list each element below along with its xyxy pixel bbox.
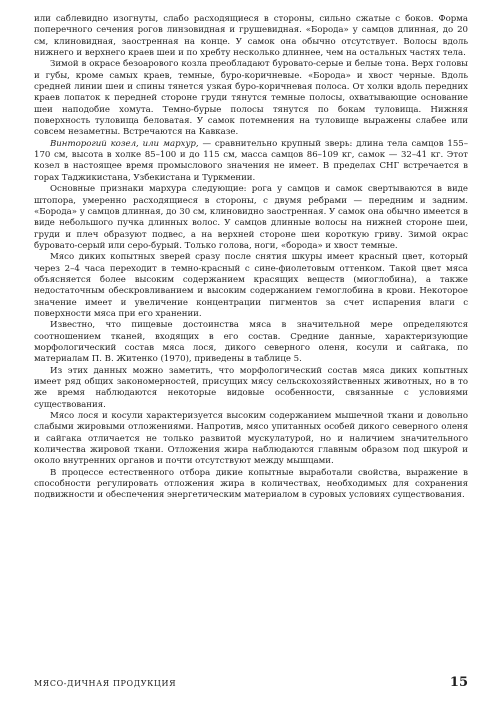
paragraph-2: Зимой в окрасе безоарового козла преобладают буровато-серые и белые тона. Верх головы и губы, кроме самых краев, темные, буро-коричневые. «Борода» и хвост черные. Вдоль средней линии шеи и спины тянется узкая буро-коричневая полоса. От холки вдоль передних краев лопаток к передней стороне груди тянутся темные полосы, охватывающие основание шеи наподобие хомута. Темно-бурые полосы тянутся по бокам туловища. Нижняя поверхность туловища беловатая. У самок потемнения на туловище выражены слабее или совсем незаметны. Встречаются на Кавказе. bbox=[34, 59, 468, 138]
body-text bbox=[34, 14, 468, 502]
page-number: 15 bbox=[449, 675, 468, 690]
paragraph-3-lead: Винторогий козел, или мархур, bbox=[50, 138, 199, 149]
running-title: МЯСО-ДИЧНАЯ ПРОДУКЦИЯ bbox=[34, 679, 177, 688]
paragraph-5: Мясо диких копытных зверей сразу после снятия шкуры имеет красный цвет, который через 2–4 часа переходит в темно-красный с сине-фиолетовым оттенком. Такой цвет мяса объясняется более высоким содержанием красящих веществ (миоглобина), а также недостаточным обескровливанием и высоким содержанием гемоглобина в крови. Некоторое значение имеет и увеличение концентрации пигментов за счет испарения влаги с поверхности мяса при его хранении. bbox=[34, 252, 468, 319]
page-footer bbox=[34, 675, 468, 690]
paragraph-4: Основные признаки мархура следующие: рога у самцов и самок свертываются в виде штопора, умеренно расходящиеся в стороны, с двумя ребрами — передним и задним. «Борода» у самцов длинная, до 30 см, клиновидно заостренная. У самок она обычно имеется в виде небольшого пучка длинных волос. У самцов длинные волосы на нижней стороне шеи, груди и плеч образуют подвес, а на верхней стороне шеи короткую гриву. Зимой окрас буровато-серый или серо-бурый. Только голова, ноги, «борода» и хвост темные. bbox=[34, 184, 468, 251]
paragraph-6: Известно, что пищевые достоинства мяса в значительной мере определяются соотношением тканей, входящих в его состав. Средние данные, характеризующие морфологический состав мяса лося, дикого северного оленя, косули и сайгака, по материалам П. В. Житенко (1970), приведены в таблице 5. bbox=[34, 320, 468, 365]
paragraph-8: Мясо лося и косули характеризуется высоким содержанием мышечной ткани и довольно слабыми жировыми отложениями. Напротив, мясо упитанных особей дикого северного оленя и сайгака отличается не только развитой мускулатурой, но и наличием значительного количества жировой ткани. Отложения жира наблюдаются главным образом под шкурой и около внутренних органов и почти отсутствуют между мышцами. bbox=[34, 411, 468, 467]
paragraph-1: или саблевидно изогнуты, слабо расходящиеся в стороны, сильно сжатые с боков. Форма поперечного сечения рогов линзовидная и грушевидная. «Борода» у самцов длинная, до 20 см, клиновидная, заостренная на конце. У самок она обычно отсутствует. Волосы вдоль нижнего и верхнего краев шеи и по хребту несколько длиннее, чем на остальных частях тела. bbox=[34, 14, 468, 59]
paragraph-3-text: — сравнительно крупный зверь: длина тела самцов 155–170 см, высота в холке 85–100 и до 115 см, масса самцов 86–109 кг, самок — 32–41 кг. Этот козел в настоящее время промыслового значения не имеет. В пределах СНГ встречается в горах Таджикистана, Узбекистана и Туркмении. bbox=[34, 138, 468, 183]
paragraph-9: В процессе естественного отбора дикие копытные выработали свойства, выражение в способности регулировать отложения жира в количествах, необходимых для сохранения подвижности и обеспечения энергетическим материалом в суровых условиях существования. bbox=[34, 467, 468, 501]
paragraph-7: Из этих данных можно заметить, что морфологический состав мяса диких копытных имеет ряд общих закономерностей, присущих мясу сельскохозяйственных животных, но в то же время наблюдаются некоторые видовые особенности, связанные с условиями существования. bbox=[34, 365, 468, 410]
paragraph-3 bbox=[34, 139, 468, 184]
